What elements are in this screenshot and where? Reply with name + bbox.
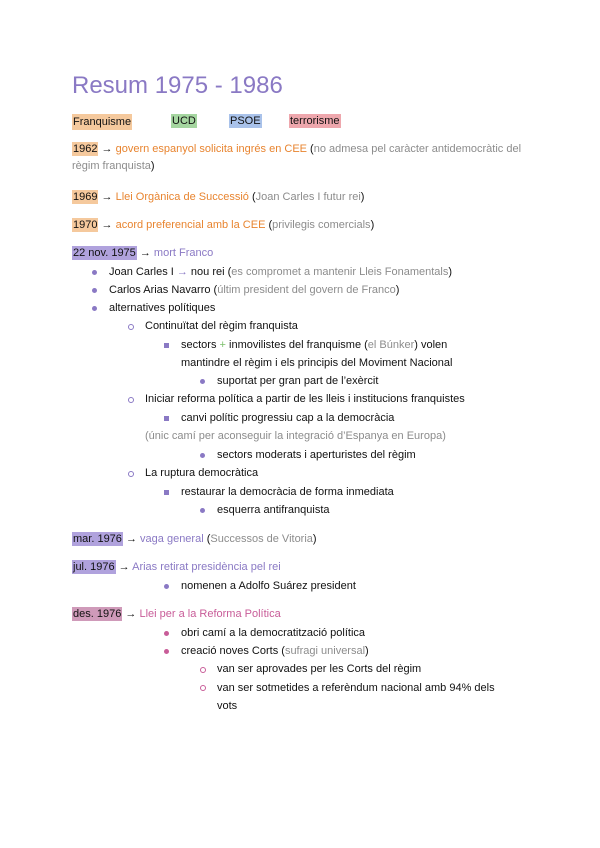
list-item-text: inmovilistes del franquisme ( — [225, 339, 368, 351]
list-item-text: Carlos Arias Navarro ( — [109, 284, 218, 296]
event-note: Successos de Vitoria — [210, 533, 313, 545]
paren-close: ) — [312, 533, 317, 545]
list-item-text: sectors — [181, 339, 220, 351]
bullet-dot-icon — [164, 649, 169, 654]
bullet-ring-icon — [200, 667, 206, 673]
arrow: → — [176, 266, 188, 278]
arrow: → — [98, 191, 116, 203]
list-item-text: creació noves Corts ( — [181, 645, 285, 657]
list-item: La ruptura democràtica — [145, 467, 259, 479]
event-note: privilegis comercials — [272, 219, 371, 231]
paren-open: ( — [203, 533, 211, 545]
list-item-text: nou rei ( — [187, 266, 232, 278]
legend-terrorisme-wrap — [289, 114, 341, 128]
paren-close: ) — [365, 645, 369, 657]
event-text: mort Franco — [153, 247, 214, 259]
legend-terrorisme: terrorisme — [290, 115, 340, 127]
list-item: obri camí a la democratització política — [181, 627, 366, 639]
list-item: restaurar la democràcia de forma inmediata — [181, 486, 394, 498]
legend-psoe: PSOE — [230, 115, 261, 127]
bullet-ring-icon — [128, 471, 134, 477]
list-item — [181, 644, 369, 658]
list-item: nomenen a Adolfo Suárez president — [181, 580, 356, 592]
event-text: Llei Orgànica de Successió — [115, 191, 249, 203]
arrow: → — [122, 608, 140, 620]
event-date: 1970 — [73, 219, 98, 231]
bullet-square-icon — [164, 416, 169, 421]
event-date: jul. 1976 — [73, 561, 115, 573]
list-item-continuation: mantindre el règim i els principis del Moviment Nacional — [181, 357, 453, 369]
legend-ucd: UCD — [172, 115, 196, 127]
event-1969 — [72, 190, 364, 204]
bullet-dot-icon — [200, 508, 205, 513]
list-item: suportat per gran part de l’exèrcit — [217, 375, 379, 387]
list-item: alternatives polítiques — [109, 302, 216, 314]
legend-franquisme: Franquisme — [73, 116, 132, 128]
bullet-ring-icon — [200, 685, 206, 691]
event-note: no admesa pel caràcter antidemocràtic del règim franquista — [72, 143, 522, 172]
list-item: van ser aprovades per les Corts del règim — [217, 663, 422, 675]
bullet-dot-icon — [92, 270, 97, 275]
arrow: → — [122, 533, 141, 545]
event-text: Arias retirat presidència pel rei — [132, 561, 281, 573]
bullet-dot-icon — [164, 584, 169, 589]
arrow: → — [98, 143, 116, 155]
paren-close: ) — [360, 191, 365, 203]
list-item: canvi polític progressiu cap a la democràcia — [181, 412, 395, 424]
list-item-continuation: vots — [217, 700, 238, 712]
list-item-note: últim president del govern de Franco — [217, 284, 396, 296]
paren-open: ( — [248, 191, 256, 203]
list-item-note: sufragi universal — [284, 645, 366, 657]
paren-open: ( — [265, 219, 273, 231]
list-item — [109, 265, 452, 279]
event-date: 1962 — [73, 143, 98, 155]
bullet-square-icon — [164, 490, 169, 495]
paren-open: ( — [145, 430, 149, 442]
event-text: govern espanyol solicita ingrés en CEE — [115, 143, 307, 155]
event-text: vaga general — [140, 533, 204, 545]
list-item: van ser sotmetides a referèndum nacional amb 94% dels — [217, 682, 495, 694]
event-date: 22 nov. 1975 — [73, 247, 136, 259]
bullet-dot-icon — [92, 306, 97, 311]
list-item-note: el Búnker — [367, 339, 415, 351]
page-title: Resum 1975 - 1986 — [72, 72, 283, 99]
event-text: Llei per a la Reforma Política — [139, 608, 281, 620]
event-text: acord preferencial amb la CEE — [115, 219, 266, 231]
event-1962 — [72, 141, 542, 175]
event-1976-des — [72, 607, 281, 621]
event-1976-jul — [72, 560, 281, 574]
event-date: des. 1976 — [73, 608, 122, 620]
paren-open: ( — [307, 143, 314, 155]
event-date: mar. 1976 — [73, 533, 122, 545]
list-item: esquerra antifranquista — [217, 504, 330, 516]
list-item-note — [145, 429, 446, 443]
paren-close: ) — [150, 160, 155, 172]
event-1976-mar — [72, 532, 317, 546]
list-item: Continuïtat del règim franquista — [145, 320, 298, 332]
bullet-dot-icon — [200, 379, 205, 384]
list-item-text: ) volen — [414, 339, 448, 351]
legend-psoe-wrap — [229, 114, 262, 128]
list-item: Iniciar reforma política a partir de les lleis i institucions franquistes — [145, 393, 465, 405]
paren-close: ) — [370, 219, 375, 231]
list-item: sectors moderats i aperturistes del règim — [217, 449, 416, 461]
event-note: Joan Carles I futur rei — [255, 191, 361, 203]
arrow: → — [98, 219, 116, 231]
legend — [72, 114, 132, 130]
bullet-dot-icon — [164, 631, 169, 636]
bullet-ring-icon — [128, 397, 134, 403]
list-item — [109, 283, 399, 297]
event-1975 — [72, 246, 213, 260]
legend-ucd-wrap — [171, 114, 197, 128]
paren-close: ) — [395, 284, 400, 296]
list-item — [181, 338, 447, 352]
bullet-dot-icon — [92, 288, 97, 293]
list-item-text: Joan Carles I — [109, 266, 177, 278]
event-date: 1969 — [73, 191, 98, 203]
arrow: → — [115, 561, 133, 573]
arrow: → — [136, 247, 154, 259]
bullet-ring-icon — [128, 324, 134, 330]
paren-close: ) — [442, 430, 446, 442]
paren-close: ) — [448, 266, 453, 278]
note-text: únic camí per aconseguir la integració d’Espanya en Europa — [148, 430, 443, 442]
list-item-note: es compromet a mantenir Lleis Fonamentals — [231, 266, 449, 278]
bullet-square-icon — [164, 343, 169, 348]
event-1970 — [72, 218, 374, 232]
bullet-dot-icon — [200, 453, 205, 458]
plus-sign: + — [219, 339, 226, 351]
